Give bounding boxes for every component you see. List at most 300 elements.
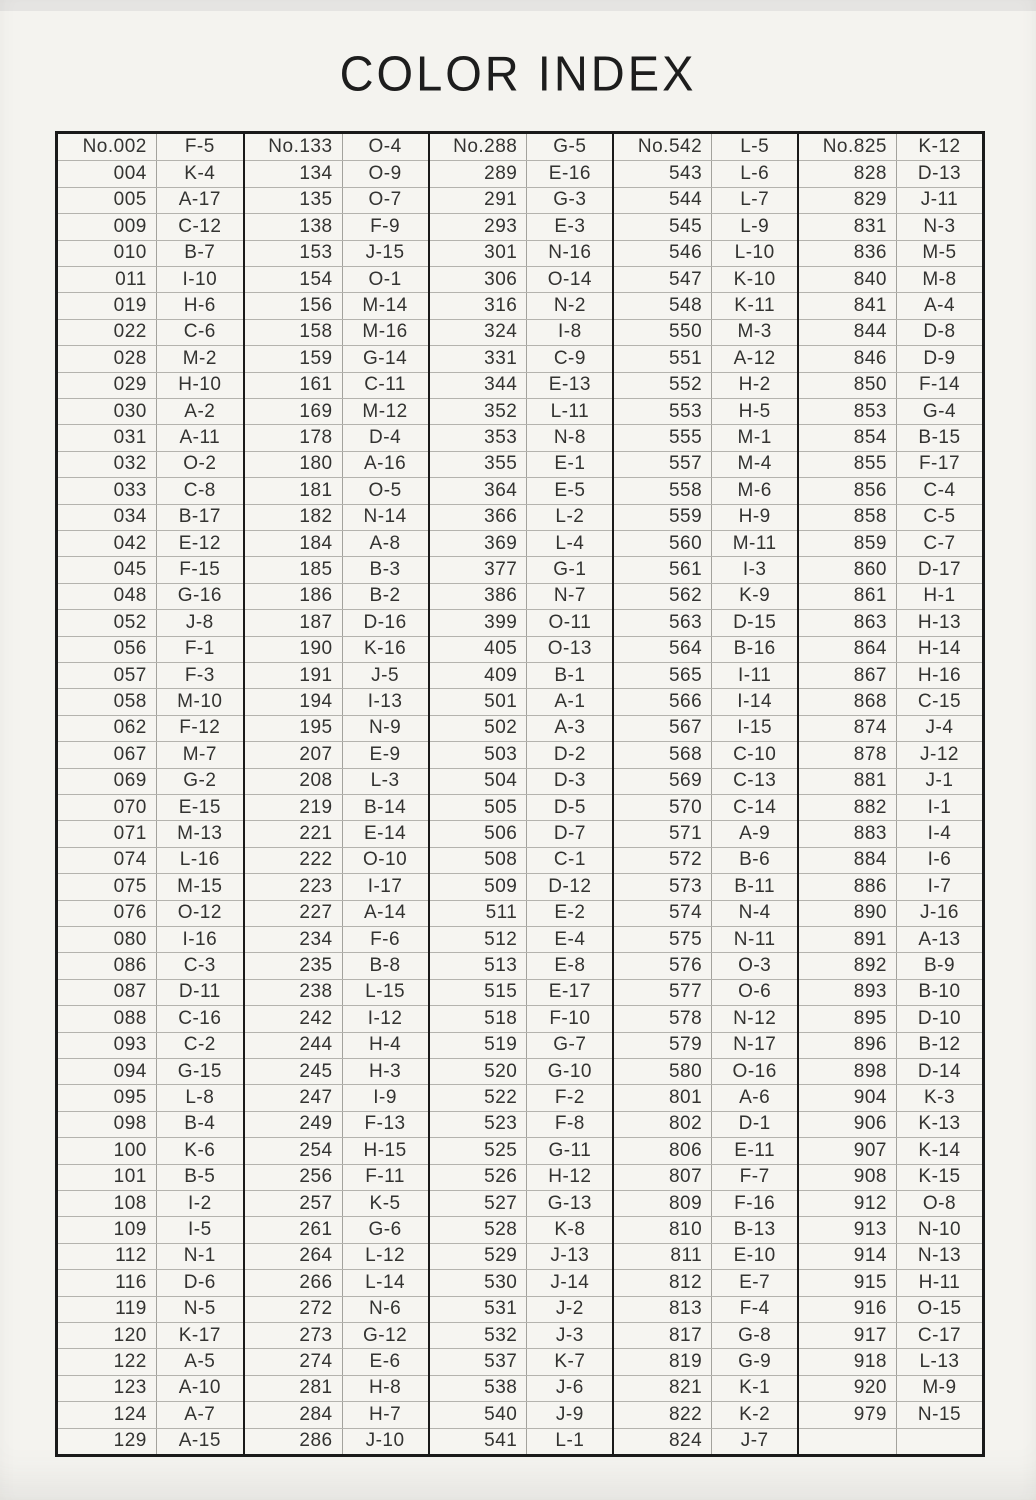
grid-code-cell: A-12 (733, 347, 776, 369)
color-number-cell: 861 (799, 584, 897, 609)
grid-code-cell: A-13 (918, 928, 961, 950)
table-row (245, 636, 428, 662)
grid-code-cell: H-14 (917, 638, 962, 660)
table-row (430, 240, 613, 266)
color-number-cell: 057 (58, 663, 157, 688)
grid-code-cell: N-9 (369, 717, 402, 739)
color-number-cell: 169 (245, 399, 343, 424)
table-row (799, 979, 982, 1005)
grid-code-cell: E-11 (734, 1139, 776, 1161)
grid-code-cell: N-1 (183, 1245, 216, 1267)
table-row (614, 504, 797, 530)
color-number-cell: 570 (614, 795, 712, 820)
table-row (430, 1164, 613, 1190)
color-number-cell: 580 (614, 1059, 712, 1084)
grid-code-cell: I-8 (558, 321, 582, 343)
table-row (799, 715, 982, 741)
table-row (430, 160, 613, 186)
color-number-cell: 538 (430, 1376, 528, 1401)
table-row (58, 1243, 243, 1269)
grid-code-cell: G-8 (738, 1324, 772, 1346)
table-row (430, 292, 613, 318)
table-row (245, 1005, 428, 1031)
grid-code-cell: I-15 (737, 717, 773, 739)
grid-code-cell: O-1 (368, 268, 402, 290)
table-row (58, 820, 243, 846)
color-number-cell: 520 (430, 1059, 528, 1084)
table-row (799, 794, 982, 820)
grid-code-cell: C-4 (923, 479, 956, 501)
color-number-cell: 502 (430, 716, 528, 741)
grid-code-cell: O-5 (368, 479, 402, 501)
color-number-cell: 543 (614, 161, 712, 186)
grid-code-cell: B-6 (739, 849, 771, 871)
color-number-cell: 890 (799, 901, 897, 926)
table-row (58, 583, 243, 609)
color-number-cell: 045 (58, 557, 157, 582)
table-row (799, 319, 982, 345)
color-number-cell: 883 (799, 821, 897, 846)
color-number-cell: 048 (58, 584, 157, 609)
grid-code-cell: J-1 (925, 770, 954, 792)
table-row (614, 1058, 797, 1084)
color-number-cell: 058 (58, 689, 157, 714)
grid-code-cell: C-1 (553, 849, 586, 871)
table-row (614, 398, 797, 424)
grid-code-cell: J-12 (920, 743, 959, 765)
color-number-cell: 809 (614, 1191, 712, 1216)
color-number-cell: 550 (614, 320, 712, 345)
grid-code-cell: A-17 (178, 189, 221, 211)
grid-code-cell: B-16 (733, 638, 776, 660)
color-number-cell: 579 (614, 1033, 712, 1058)
color-number-cell: 086 (58, 953, 157, 978)
color-number-cell: 522 (430, 1085, 528, 1110)
color-number-cell: 159 (245, 346, 343, 371)
table-row (799, 1216, 982, 1242)
color-number-cell: 819 (614, 1349, 712, 1374)
color-number-cell: 284 (245, 1402, 343, 1427)
grid-code-cell: G-2 (183, 770, 217, 792)
grid-code-cell: H-7 (369, 1403, 402, 1425)
color-number-cell: 886 (799, 874, 897, 899)
grid-code-cell: C-11 (364, 374, 406, 396)
color-number-cell: 807 (614, 1165, 712, 1190)
grid-code-cell: E-12 (178, 532, 221, 554)
table-row (799, 187, 982, 213)
color-number-cell: 087 (58, 980, 157, 1005)
color-number-cell: 369 (430, 531, 528, 556)
grid-code-cell: O-8 (922, 1192, 957, 1214)
table-row (614, 1084, 797, 1110)
color-number-cell: 528 (430, 1217, 528, 1242)
table-row (58, 1058, 243, 1084)
grid-code-cell: G-14 (362, 347, 408, 369)
table-row (245, 134, 428, 160)
table-row (430, 662, 613, 688)
color-number-cell: 011 (58, 267, 157, 292)
color-number-cell: 979 (799, 1402, 897, 1427)
color-number-cell: 005 (58, 188, 157, 213)
grid-code-cell: D-5 (553, 796, 586, 818)
table-row (430, 1322, 613, 1348)
table-row (799, 847, 982, 873)
grid-code-cell: H-11 (918, 1271, 961, 1293)
table-row (799, 1137, 982, 1163)
table-row (799, 1269, 982, 1295)
grid-code-cell: H-9 (738, 506, 771, 528)
grid-code-cell: E-13 (548, 374, 591, 396)
grid-code-cell: C-12 (178, 215, 222, 237)
grid-code-cell: O-14 (547, 268, 592, 290)
color-number-cell: 223 (245, 874, 343, 899)
color-number-cell: 056 (58, 637, 157, 662)
table-row (799, 477, 982, 503)
color-number-cell: 291 (430, 188, 528, 213)
grid-code-cell: O-13 (547, 638, 592, 660)
table-row (614, 1111, 797, 1137)
color-number-cell: 824 (614, 1429, 712, 1454)
color-number-cell: 138 (245, 214, 343, 239)
grid-code-cell: G-7 (553, 1034, 587, 1056)
color-number-cell: 504 (430, 769, 528, 794)
grid-code-cell: B-2 (369, 585, 401, 607)
color-number-cell: 913 (799, 1217, 897, 1242)
color-number-cell: 274 (245, 1349, 343, 1374)
color-number-cell: 564 (614, 637, 712, 662)
color-number-cell: 563 (614, 610, 712, 635)
color-number-cell: 042 (58, 531, 157, 556)
table-row (799, 240, 982, 266)
color-number-cell: 186 (245, 584, 343, 609)
grid-code-cell: C-7 (923, 532, 956, 554)
grid-code-cell: D-11 (178, 981, 221, 1003)
table-row (614, 636, 797, 662)
color-number-cell: 856 (799, 478, 897, 503)
color-number-cell: 523 (430, 1112, 528, 1137)
color-number-cell: 009 (58, 214, 157, 239)
color-number-cell: 505 (430, 795, 528, 820)
grid-code-cell: I-17 (367, 875, 403, 897)
grid-code-cell: A-7 (184, 1403, 216, 1425)
color-number-cell: 004 (58, 161, 157, 186)
table-row (245, 609, 428, 635)
table-row (58, 319, 243, 345)
grid-code-cell: D-6 (183, 1271, 216, 1293)
grid-code-cell: A-15 (178, 1430, 221, 1452)
color-number-cell: 840 (799, 267, 897, 292)
grid-code-cell: I-16 (182, 928, 218, 950)
table-row (430, 1084, 613, 1110)
grid-code-cell: L-5 (740, 136, 770, 158)
grid-code-cell: C-6 (183, 321, 216, 343)
color-number-cell: No.133 (245, 134, 343, 160)
color-number-cell: 222 (245, 848, 343, 873)
table-row (799, 504, 982, 530)
grid-code-cell: K-11 (734, 295, 776, 317)
grid-code-cell: A-1 (554, 691, 586, 713)
color-number-cell: 841 (799, 293, 897, 318)
table-row (430, 530, 613, 556)
grid-code-cell: K-10 (733, 268, 776, 290)
grid-code-cell: O-6 (738, 981, 772, 1003)
grid-code-cell: D-14 (917, 1060, 962, 1082)
grid-code-cell: B-1 (554, 664, 586, 686)
table-row (799, 820, 982, 846)
color-number-cell: 552 (614, 373, 712, 398)
color-number-cell: 386 (430, 584, 528, 609)
grid-code-cell: G-10 (547, 1060, 592, 1082)
grid-code-cell: I-13 (367, 691, 403, 713)
table-row (799, 688, 982, 714)
table-row (430, 372, 613, 398)
color-number-cell: 112 (58, 1244, 157, 1269)
color-number-cell: 907 (799, 1138, 897, 1163)
color-number-cell: 878 (799, 742, 897, 767)
color-number-cell: 281 (245, 1376, 343, 1401)
table-row (58, 530, 243, 556)
color-number-cell: 891 (799, 927, 897, 952)
color-number-cell: 892 (799, 953, 897, 978)
table-row (799, 926, 982, 952)
grid-code-cell: H-15 (363, 1139, 407, 1161)
grid-code-cell: J-10 (365, 1430, 405, 1452)
table-row (799, 556, 982, 582)
grid-code-cell: J-4 (925, 717, 954, 739)
table-row (430, 1111, 613, 1137)
color-number-cell: 153 (245, 241, 343, 266)
table-row (799, 1428, 982, 1454)
color-number-cell: 537 (430, 1349, 528, 1374)
color-number-cell: 074 (58, 848, 157, 873)
grid-code-cell: J-9 (555, 1403, 584, 1425)
color-number-cell: 898 (799, 1059, 897, 1084)
grid-code-cell: I-9 (373, 1087, 397, 1109)
color-number-cell: 364 (430, 478, 528, 503)
grid-code-cell: D-2 (553, 743, 586, 765)
table-row (614, 530, 797, 556)
color-number-cell: 208 (245, 769, 343, 794)
grid-code-cell: E-3 (554, 215, 586, 237)
table-row (799, 1190, 982, 1216)
table-row (799, 1111, 982, 1137)
table-row (430, 556, 613, 582)
color-number-cell: No.542 (614, 134, 712, 160)
color-number-cell: 529 (430, 1244, 528, 1269)
table-row (799, 372, 982, 398)
table-row (245, 292, 428, 318)
color-number-cell: 806 (614, 1138, 712, 1163)
grid-code-cell: J-7 (740, 1430, 769, 1452)
table-row (430, 213, 613, 239)
table-row (245, 213, 428, 239)
grid-code-cell: O-15 (917, 1298, 962, 1320)
table-row (245, 319, 428, 345)
grid-code-cell: F-16 (734, 1192, 776, 1214)
table-row (430, 266, 613, 292)
table-row (58, 424, 243, 450)
table-row (614, 873, 797, 899)
grid-code-cell: D-4 (369, 427, 402, 449)
grid-code-cell: G-3 (553, 189, 587, 211)
grid-code-cell: C-9 (553, 347, 586, 369)
grid-code-cell: J-2 (555, 1298, 584, 1320)
table-row (799, 1005, 982, 1031)
grid-code-cell: A-14 (364, 902, 407, 924)
grid-code-cell: A-16 (364, 453, 407, 475)
color-number-cell: 238 (245, 980, 343, 1005)
table-row (58, 979, 243, 1005)
grid-code-cell: F-6 (370, 928, 401, 950)
table-row (245, 1216, 428, 1242)
grid-code-cell: N-17 (733, 1034, 777, 1056)
color-number-cell: 822 (614, 1402, 712, 1427)
color-number-cell: 100 (58, 1138, 157, 1163)
color-number-cell: 821 (614, 1376, 712, 1401)
grid-code-cell: C-5 (923, 506, 956, 528)
color-number-cell: 219 (245, 795, 343, 820)
table-row (58, 477, 243, 503)
color-number-cell: 544 (614, 188, 712, 213)
table-row (58, 1137, 243, 1163)
color-number-cell: 836 (799, 241, 897, 266)
color-number-cell: 257 (245, 1191, 343, 1216)
grid-code-cell: K-14 (918, 1139, 961, 1161)
table-row (614, 240, 797, 266)
table-row (614, 715, 797, 741)
grid-code-cell: D-9 (923, 347, 956, 369)
table-row (799, 134, 982, 160)
table-row (799, 424, 982, 450)
grid-code-cell: J-14 (550, 1271, 590, 1293)
grid-code-cell: M-2 (182, 347, 217, 369)
color-number-cell: 195 (245, 716, 343, 741)
color-number-cell: 120 (58, 1323, 157, 1348)
grid-code-cell: E-14 (364, 823, 407, 845)
grid-code-cell: D-1 (738, 1113, 771, 1135)
table-row (614, 1322, 797, 1348)
color-number-cell: 122 (58, 1349, 157, 1374)
grid-code-cell: J-3 (555, 1324, 584, 1346)
table-row (430, 1375, 613, 1401)
table-row (430, 1348, 613, 1374)
grid-code-cell: J-16 (920, 902, 959, 924)
color-number-cell: 577 (614, 980, 712, 1005)
grid-code-cell: H-5 (738, 400, 771, 422)
color-number-cell: 920 (799, 1376, 897, 1401)
color-number-cell: 062 (58, 716, 157, 741)
grid-code-cell: F-5 (184, 136, 215, 158)
grid-code-cell: L-11 (550, 400, 590, 422)
table-row (58, 926, 243, 952)
grid-code-cell: L-13 (919, 1351, 960, 1373)
table-row (799, 1401, 982, 1427)
table-row (58, 1216, 243, 1242)
table-row (614, 424, 797, 450)
grid-code-cell: H-1 (923, 585, 956, 607)
color-number-cell: 526 (430, 1165, 528, 1190)
color-number-cell: 108 (58, 1191, 157, 1216)
table-row (430, 398, 613, 424)
table-row (430, 1058, 613, 1084)
grid-code-cell: K-2 (739, 1403, 771, 1425)
color-number-cell: 874 (799, 716, 897, 741)
grid-code-cell: O-16 (732, 1060, 777, 1082)
table-row (245, 1243, 428, 1269)
grid-code-cell: N-10 (917, 1219, 962, 1241)
table-row (430, 794, 613, 820)
color-number-cell: 553 (614, 399, 712, 424)
table-row (58, 213, 243, 239)
grid-code-cell: F-10 (549, 1007, 591, 1029)
grid-code-cell: K-3 (923, 1087, 956, 1109)
table-row (58, 451, 243, 477)
table-row (614, 451, 797, 477)
color-number-cell: 123 (58, 1376, 157, 1401)
table-row (614, 266, 797, 292)
color-number-cell: 075 (58, 874, 157, 899)
color-number-cell: 545 (614, 214, 712, 239)
table-row (614, 319, 797, 345)
table-row (58, 688, 243, 714)
color-number-cell: 559 (614, 505, 712, 530)
color-number-cell: 344 (430, 373, 528, 398)
color-number-cell: 306 (430, 267, 528, 292)
color-number-cell: 235 (245, 953, 343, 978)
color-number-cell: 181 (245, 478, 343, 503)
grid-code-cell: I-14 (737, 691, 773, 713)
table-row (614, 1269, 797, 1295)
table-row (799, 1322, 982, 1348)
table-row (245, 424, 428, 450)
grid-code-cell: B-5 (184, 1166, 216, 1188)
color-number-cell: 286 (245, 1429, 343, 1454)
table-row (799, 213, 982, 239)
table-row (245, 1269, 428, 1295)
table-row (614, 979, 797, 1005)
table-row (430, 583, 613, 609)
color-index-table (55, 131, 985, 1457)
grid-code-cell: C-8 (183, 479, 216, 501)
table-row (245, 926, 428, 952)
table-row (58, 952, 243, 978)
table-row (799, 530, 982, 556)
grid-code-cell: H-16 (917, 664, 962, 686)
table-row (58, 636, 243, 662)
grid-code-cell: N-14 (363, 506, 407, 528)
grid-code-cell: C-16 (178, 1007, 222, 1029)
color-number-cell: 033 (58, 478, 157, 503)
grid-code-cell: M-9 (922, 1377, 957, 1399)
grid-code-cell: C-13 (733, 770, 777, 792)
grid-code-cell: D-8 (923, 321, 956, 343)
color-number-cell: 829 (799, 188, 897, 213)
color-number-cell: 129 (58, 1429, 157, 1454)
grid-code-cell: M-4 (737, 453, 772, 475)
grid-code-cell: O-10 (362, 849, 408, 871)
color-number-cell: 405 (430, 637, 528, 662)
grid-code-cell: I-4 (927, 823, 952, 845)
color-number-cell: 561 (614, 557, 712, 582)
table-row (614, 926, 797, 952)
grid-code-cell: I-6 (927, 849, 952, 871)
color-number-cell: 101 (58, 1165, 157, 1190)
grid-code-cell: I-11 (738, 664, 772, 686)
color-number-cell: 810 (614, 1217, 712, 1242)
table-column-group-1 (58, 134, 243, 1454)
table-row (430, 1269, 613, 1295)
color-number-cell: 511 (430, 901, 528, 926)
